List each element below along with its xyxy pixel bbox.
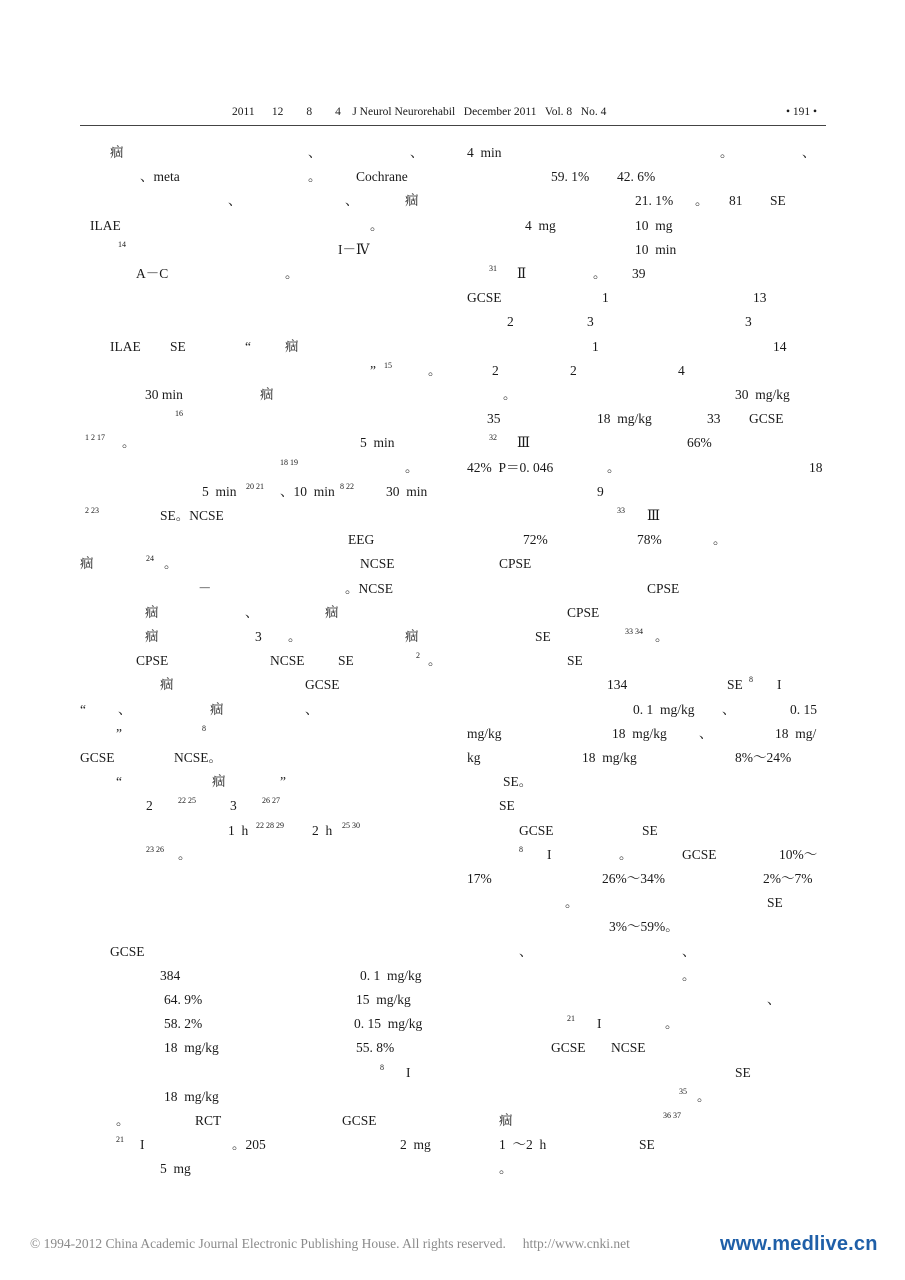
text-fragment: 55. 8% xyxy=(356,1040,395,1056)
text-line xyxy=(80,602,450,624)
text-fragment: 痼 xyxy=(210,701,224,717)
text-fragment: SE xyxy=(639,1137,655,1153)
text-fragment: 、meta xyxy=(140,169,180,185)
copyright-notice: © 1994-2012 China Academic Journal Electronic Publishing House. All rights reserved. http://www.cnki.net xyxy=(30,1236,630,1251)
text-line xyxy=(467,1037,827,1059)
citation-superscript: 31 xyxy=(489,264,497,273)
text-fragment: 痼 xyxy=(499,1113,513,1128)
text-fragment: 痼 xyxy=(145,604,159,620)
text-fragment: 。 xyxy=(178,846,192,862)
text-fragment: 2 xyxy=(507,314,514,330)
text-fragment: 痼 xyxy=(260,387,274,402)
page-number: • 191 • xyxy=(785,106,817,118)
text-line xyxy=(467,311,827,333)
text-fragment: 10 min xyxy=(635,241,677,257)
text-fragment: 33 xyxy=(707,411,721,427)
citation-superscript: 25 30 xyxy=(342,820,360,830)
text-line xyxy=(467,505,827,527)
text-fragment: 66% xyxy=(687,435,712,451)
text-line xyxy=(467,1110,827,1132)
text-line xyxy=(80,1134,450,1156)
text-fragment: 。 xyxy=(713,532,727,548)
text-fragment: 、 xyxy=(767,992,781,1007)
text-fragment: GCSE xyxy=(80,750,115,765)
watermark-logo: www.medlive.cn xyxy=(720,1233,878,1255)
text-line xyxy=(467,916,827,938)
text-fragment: 5 mg xyxy=(160,1161,191,1177)
citation-superscript: 16 xyxy=(175,409,183,419)
text-fragment: 42. 6% xyxy=(617,169,656,185)
text-line xyxy=(80,287,450,309)
text-fragment: 。 xyxy=(308,169,322,185)
text-fragment: 26%～34% xyxy=(602,871,665,886)
text-fragment: 78% xyxy=(637,532,662,548)
text-fragment: 9 xyxy=(597,483,604,499)
text-fragment: Cochrane xyxy=(356,169,408,185)
text-fragment: I xyxy=(140,1137,145,1153)
text-fragment: 4 mg xyxy=(525,217,556,233)
text-fragment: 1 h xyxy=(228,822,249,838)
page-footer xyxy=(0,1233,905,1258)
text-fragment: 2 xyxy=(492,362,499,378)
text-fragment: 。 xyxy=(116,1113,130,1128)
text-fragment: 。 xyxy=(370,217,384,233)
text-line xyxy=(80,650,450,672)
text-fragment: 。 xyxy=(695,193,709,209)
text-fragment: 10%～ xyxy=(779,846,818,862)
text-line xyxy=(467,602,827,624)
text-line xyxy=(80,311,450,333)
text-fragment: 2 mg xyxy=(400,1137,431,1153)
text-fragment: ILAE xyxy=(110,338,141,354)
text-fragment: 18 mg/ xyxy=(775,725,817,741)
text-fragment: 。 xyxy=(565,895,579,911)
text-fragment: 8%～24% xyxy=(735,750,792,765)
text-line xyxy=(80,529,450,551)
text-line xyxy=(467,844,827,866)
text-fragment: 64. 9% xyxy=(164,992,203,1007)
text-fragment: GCSE xyxy=(342,1113,377,1128)
citation-superscript: 2 xyxy=(416,651,420,661)
citation-superscript: 2 23 xyxy=(85,506,99,515)
text-fragment: mg/kg xyxy=(467,725,502,741)
text-fragment: 。 xyxy=(288,629,302,644)
text-fragment: 5 min xyxy=(360,435,395,451)
text-fragment: 0. 1 mg/kg xyxy=(633,701,695,717)
text-line xyxy=(467,965,827,987)
text-line xyxy=(467,1086,827,1108)
text-fragment: CPSE xyxy=(647,580,680,596)
text-fragment: 21. 1% xyxy=(635,193,674,209)
text-fragment: 2%～7% xyxy=(763,871,813,886)
text-fragment: 痼 xyxy=(145,629,159,644)
text-line xyxy=(80,457,450,479)
text-fragment: 17% xyxy=(467,871,492,886)
right-column xyxy=(467,142,827,1182)
text-fragment: NCSE xyxy=(360,556,395,572)
text-line xyxy=(467,941,827,963)
text-line xyxy=(467,553,827,575)
text-fragment: 10 mg xyxy=(635,217,673,233)
text-fragment: 15 mg/kg xyxy=(356,992,411,1007)
text-line xyxy=(80,1062,450,1084)
text-fragment: NCSE xyxy=(611,1040,646,1056)
text-fragment: 。 xyxy=(428,362,442,378)
text-fragment: SE xyxy=(338,653,354,669)
text-fragment: 30 mg/kg xyxy=(735,387,790,402)
text-line xyxy=(80,190,450,212)
text-fragment: ” xyxy=(370,362,376,378)
text-fragment: SE xyxy=(567,653,583,669)
text-fragment: SE xyxy=(767,895,783,911)
text-fragment: “ xyxy=(80,701,86,717)
text-line xyxy=(80,215,450,237)
text-fragment: 。 xyxy=(164,556,178,572)
text-fragment: SE xyxy=(770,193,786,209)
text-line xyxy=(467,1013,827,1035)
text-fragment: ” xyxy=(116,725,122,741)
text-fragment: 59. 1% xyxy=(551,169,590,185)
text-fragment: 。 xyxy=(122,435,136,451)
text-fragment: RCT xyxy=(195,1113,222,1128)
text-fragment: 痼 xyxy=(160,677,174,693)
text-line xyxy=(80,384,450,406)
text-fragment: 42% P＝0. 046 xyxy=(467,459,554,475)
text-fragment: 、 xyxy=(410,145,424,160)
text-line xyxy=(80,408,450,430)
text-fragment: SE。 xyxy=(503,774,533,790)
text-line xyxy=(80,1158,450,1180)
text-line xyxy=(80,505,450,527)
text-fragment: EEG xyxy=(348,532,375,548)
citation-superscript: 8 xyxy=(202,723,206,733)
text-fragment: CPSE xyxy=(567,604,600,620)
text-fragment: 18 mg/kg xyxy=(582,750,637,765)
text-fragment: 14 xyxy=(773,338,787,354)
citation-superscript: 21 xyxy=(567,1014,575,1024)
citation-superscript: 33 xyxy=(617,506,625,515)
text-fragment: 。 xyxy=(619,846,633,862)
text-fragment: 1 ～2 h xyxy=(499,1137,547,1153)
citation-superscript: 36 37 xyxy=(663,1111,681,1120)
text-fragment: 18 mg/kg xyxy=(164,1040,219,1056)
text-fragment: 。 xyxy=(665,1016,679,1032)
text-line xyxy=(80,1110,450,1132)
text-fragment: 、 xyxy=(228,193,242,209)
text-line xyxy=(467,868,827,890)
text-fragment: 痼 xyxy=(325,604,339,620)
text-line xyxy=(467,1062,827,1084)
text-fragment: 、 xyxy=(722,701,736,717)
text-fragment: GCSE xyxy=(682,846,717,862)
text-fragment: 、 xyxy=(682,943,696,959)
text-line xyxy=(467,1134,827,1156)
text-fragment: 、 xyxy=(345,193,359,209)
text-fragment: 0. 15 xyxy=(790,701,817,717)
text-fragment: GCSE xyxy=(305,677,340,693)
text-fragment: 35 xyxy=(487,411,501,427)
text-line xyxy=(467,408,827,430)
text-fragment: I－Ⅳ xyxy=(338,241,370,257)
text-fragment: 、 xyxy=(305,701,319,717)
text-line xyxy=(467,1158,827,1180)
text-fragment: GCSE xyxy=(749,411,784,427)
text-line xyxy=(467,166,827,188)
text-fragment: 5 min xyxy=(202,483,237,499)
text-fragment: 1 xyxy=(592,338,599,354)
text-fragment: 。 xyxy=(697,1088,711,1104)
text-line xyxy=(80,263,450,285)
text-fragment: 3 xyxy=(255,629,262,644)
text-line xyxy=(80,723,450,745)
text-line xyxy=(80,336,450,358)
text-fragment: 30 min xyxy=(145,387,183,402)
citation-superscript: 8 xyxy=(519,844,523,854)
text-fragment: SE xyxy=(727,677,743,693)
text-line xyxy=(467,989,827,1011)
text-line xyxy=(80,166,450,188)
text-fragment: 痼 xyxy=(285,338,299,354)
text-line xyxy=(80,844,450,866)
text-line xyxy=(467,360,827,382)
text-fragment: SE xyxy=(535,629,551,644)
citation-superscript: 8 22 xyxy=(340,481,354,491)
text-fragment: 痼 xyxy=(110,145,124,160)
text-fragment: 。NCSE xyxy=(345,580,394,596)
text-line xyxy=(467,336,827,358)
running-header xyxy=(0,106,905,124)
text-fragment: 痼 xyxy=(405,629,419,644)
citation-superscript: 20 21 xyxy=(246,481,264,491)
text-fragment: 痼 xyxy=(212,774,226,790)
text-fragment: CPSE xyxy=(499,556,532,572)
text-fragment: GCSE xyxy=(519,822,554,838)
text-fragment: 。 xyxy=(285,266,299,281)
text-line xyxy=(467,142,827,164)
text-fragment: 2 xyxy=(146,798,153,814)
text-fragment: 3%～59%。 xyxy=(609,919,679,935)
text-fragment: 。 xyxy=(720,145,734,160)
text-fragment: － xyxy=(198,580,212,596)
text-line xyxy=(467,723,827,745)
text-fragment: 。 xyxy=(499,1161,513,1177)
text-fragment: 4 xyxy=(678,362,685,378)
text-fragment: 3 xyxy=(587,314,594,330)
citation-superscript: 15 xyxy=(384,360,392,370)
text-line xyxy=(80,626,450,648)
text-fragment: GCSE xyxy=(110,943,145,959)
text-line xyxy=(467,892,827,914)
text-fragment: 、 xyxy=(519,943,533,959)
text-fragment: 、10 min xyxy=(280,483,335,499)
text-fragment: 、 xyxy=(245,604,259,620)
text-fragment: I xyxy=(597,1016,602,1032)
text-line xyxy=(467,239,827,261)
text-fragment: Ⅲ xyxy=(647,508,661,523)
text-fragment: CPSE xyxy=(136,653,169,669)
text-fragment: SE。NCSE xyxy=(160,508,224,523)
text-line xyxy=(80,1013,450,1035)
text-fragment: 13 xyxy=(753,290,767,306)
text-fragment: “ xyxy=(245,338,251,354)
text-fragment: 。205 xyxy=(232,1137,266,1153)
text-fragment: kg xyxy=(467,750,481,765)
text-fragment: “ xyxy=(116,774,122,790)
text-line xyxy=(467,674,827,696)
text-line xyxy=(80,747,450,769)
text-line xyxy=(80,820,450,842)
text-line xyxy=(80,892,450,914)
text-fragment: 。 xyxy=(428,653,442,669)
text-fragment: 2 h xyxy=(312,822,333,838)
citation-superscript: 23 26 xyxy=(146,844,164,854)
text-line xyxy=(467,457,827,479)
citation-superscript: 24 xyxy=(146,554,154,564)
text-fragment: I xyxy=(406,1064,411,1080)
text-line xyxy=(80,1086,450,1108)
text-fragment: I xyxy=(777,677,782,693)
text-line xyxy=(80,578,450,600)
text-line xyxy=(80,699,450,721)
citation-superscript: 8 xyxy=(380,1062,384,1072)
text-line xyxy=(80,360,450,382)
text-fragment: 、 xyxy=(118,701,132,717)
text-fragment: 。 xyxy=(593,266,607,281)
text-fragment: NCSE。 xyxy=(174,750,223,765)
text-line xyxy=(467,432,827,454)
text-fragment: 18 mg/kg xyxy=(612,725,667,741)
text-line xyxy=(467,190,827,212)
text-fragment: 。 xyxy=(405,459,419,475)
citation-superscript: 14 xyxy=(118,239,126,249)
text-fragment: A－C xyxy=(136,266,169,281)
text-fragment: 18 mg/kg xyxy=(164,1088,219,1104)
text-fragment: Ⅲ xyxy=(517,435,531,451)
text-line xyxy=(467,578,827,600)
text-fragment: 痼 xyxy=(80,556,94,572)
text-fragment: 、 xyxy=(802,145,816,160)
text-line xyxy=(80,941,450,963)
text-fragment: 。 xyxy=(655,629,669,644)
text-fragment: 痼 xyxy=(405,193,419,209)
text-fragment: 4 min xyxy=(467,145,502,160)
text-line xyxy=(467,795,827,817)
text-line xyxy=(467,529,827,551)
text-fragment: 0. 15 mg/kg xyxy=(354,1016,423,1032)
running-title: 2011 12 8 4 J Neurol Neurorehabil December 2011 Vol. 8 No. 4 xyxy=(232,106,607,118)
text-line xyxy=(80,916,450,938)
citation-superscript: 22 25 xyxy=(178,796,196,806)
text-fragment: GCSE xyxy=(467,290,502,306)
header-rule xyxy=(80,125,826,126)
text-line xyxy=(80,1037,450,1059)
text-line xyxy=(467,771,827,793)
text-fragment: 3 xyxy=(230,798,237,814)
citation-superscript: 18 19 xyxy=(280,457,298,467)
citation-superscript: 32 xyxy=(489,433,497,443)
text-line xyxy=(80,553,450,575)
text-fragment: SE xyxy=(735,1064,751,1080)
text-fragment: 。 xyxy=(682,967,696,983)
text-fragment: SE xyxy=(499,798,515,814)
text-line xyxy=(467,626,827,648)
text-fragment: 58. 2% xyxy=(164,1016,203,1032)
text-fragment: 39 xyxy=(632,266,646,281)
text-fragment: I xyxy=(547,846,552,862)
text-fragment: 1 xyxy=(602,290,609,306)
text-line xyxy=(467,287,827,309)
text-line xyxy=(467,263,827,285)
text-line xyxy=(467,650,827,672)
citation-superscript: 26 27 xyxy=(262,796,280,806)
citation-superscript: 21 xyxy=(116,1135,124,1145)
text-line xyxy=(467,384,827,406)
text-line xyxy=(467,215,827,237)
text-line xyxy=(467,481,827,503)
citation-superscript: 8 xyxy=(749,675,753,685)
text-fragment: ILAE xyxy=(90,217,121,233)
text-line xyxy=(80,432,450,454)
text-fragment: 3 xyxy=(745,314,752,330)
text-fragment: 30 min xyxy=(386,483,428,499)
text-line xyxy=(467,747,827,769)
text-fragment: 。 xyxy=(607,459,621,475)
text-line xyxy=(80,989,450,1011)
text-fragment: 134 xyxy=(607,677,628,693)
text-fragment: 、 xyxy=(699,725,713,741)
text-fragment: 18 xyxy=(809,459,823,475)
text-fragment: GCSE xyxy=(551,1040,586,1056)
text-line xyxy=(80,868,450,890)
text-fragment: 72% xyxy=(523,532,548,548)
text-fragment: 、 xyxy=(308,145,322,160)
text-fragment: 18 mg/kg xyxy=(597,411,652,427)
text-line xyxy=(80,481,450,503)
citation-superscript: 22 28 29 xyxy=(256,820,284,830)
text-fragment: 384 xyxy=(160,967,181,983)
text-line xyxy=(80,965,450,987)
citation-superscript: 1 2 17 xyxy=(85,433,105,443)
text-line xyxy=(467,699,827,721)
text-fragment: 81 xyxy=(729,193,743,209)
text-fragment: ” xyxy=(280,774,286,790)
text-fragment: 0. 1 mg/kg xyxy=(360,967,422,983)
text-line xyxy=(80,239,450,261)
text-fragment: 2 xyxy=(570,362,577,378)
left-column xyxy=(80,142,450,1182)
citation-superscript: 35 xyxy=(679,1086,687,1096)
text-line xyxy=(80,142,450,164)
text-fragment: 。 xyxy=(503,387,517,402)
text-fragment: Ⅱ xyxy=(517,266,527,281)
text-fragment: SE xyxy=(170,338,186,354)
citation-superscript: 33 34 xyxy=(625,627,643,636)
text-fragment: SE xyxy=(642,822,658,838)
text-line xyxy=(80,674,450,696)
text-fragment: NCSE xyxy=(270,653,305,669)
